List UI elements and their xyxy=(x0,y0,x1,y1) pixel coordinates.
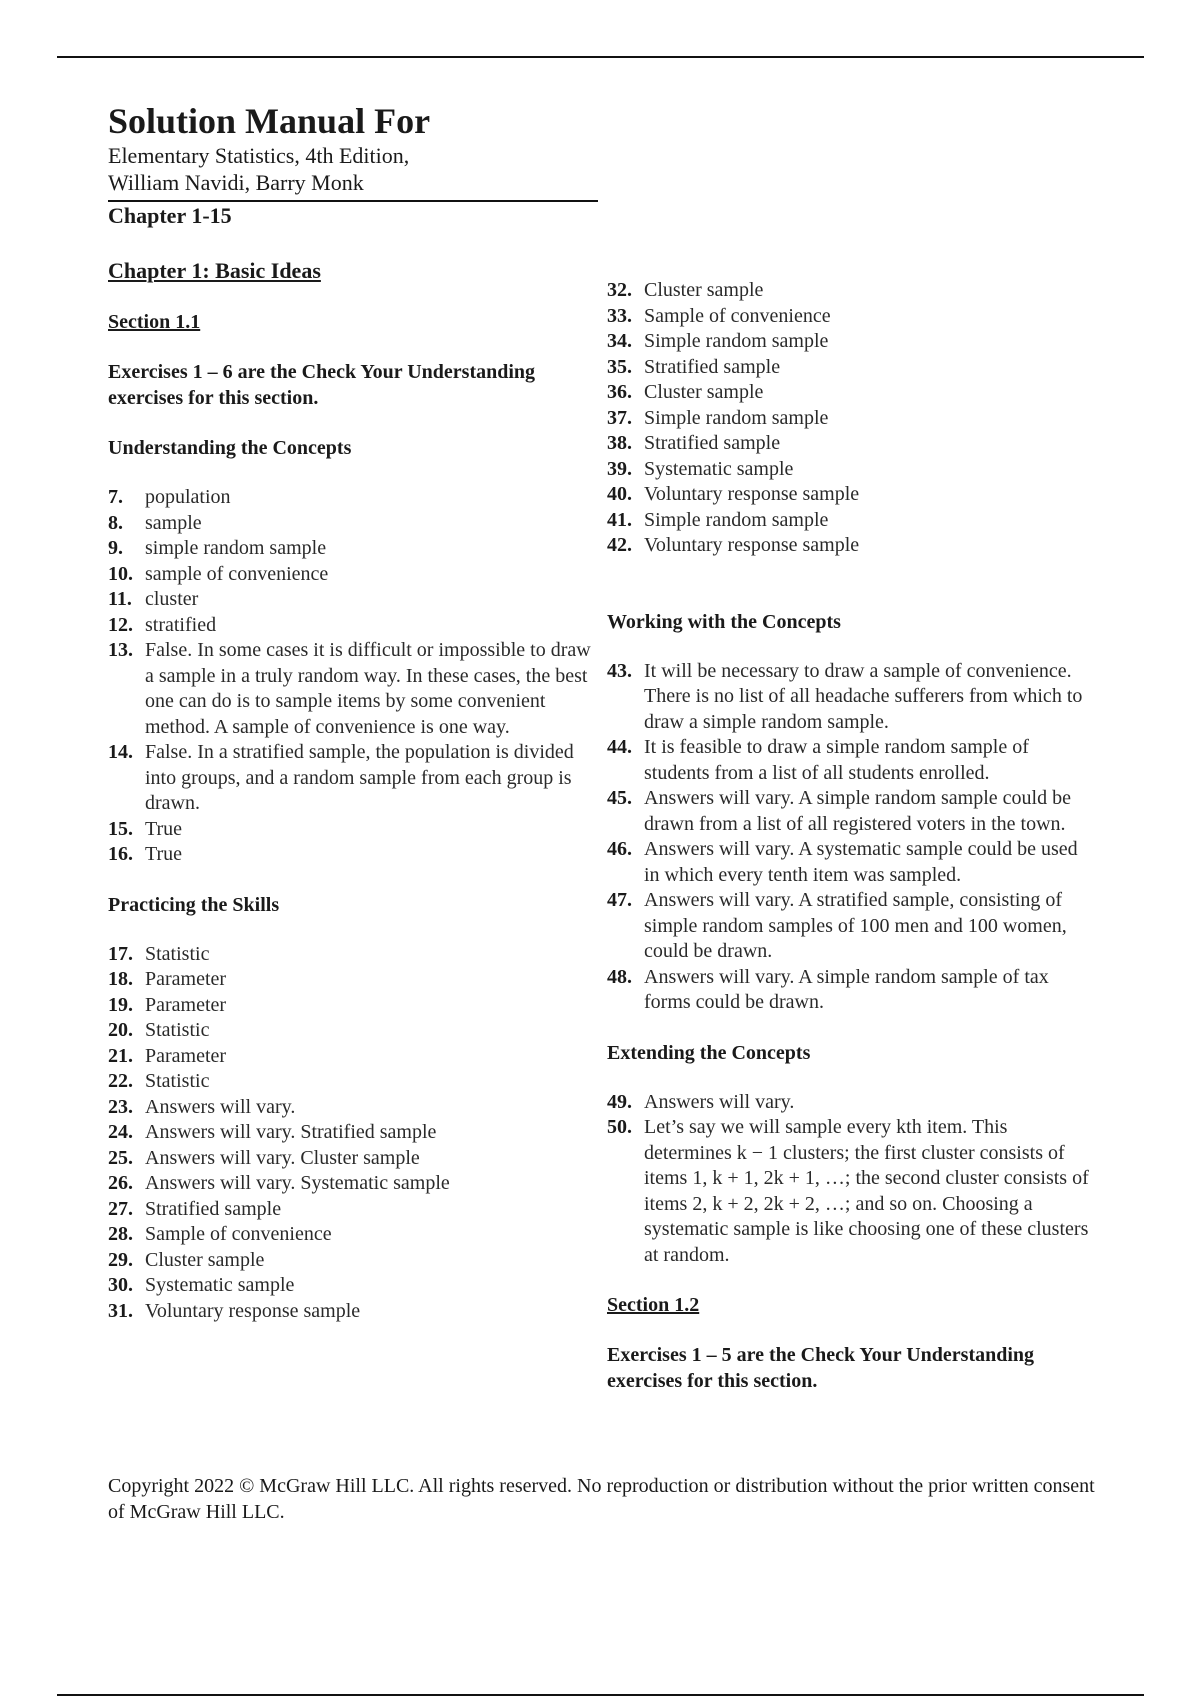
list-item: 20. Statistic xyxy=(108,1019,210,1041)
working-heading: Working with the Concepts xyxy=(607,610,841,633)
list-item: 32. Cluster sample xyxy=(607,279,764,301)
list-item: 29. Cluster sample xyxy=(108,1248,265,1271)
section-heading-1-1: Section 1.1 xyxy=(108,311,201,333)
practicing-list-right xyxy=(607,278,1097,559)
list-item: 14. False. In a stratified sample, the population is divided into groups, and a random sample from each group is drawn. xyxy=(108,741,574,814)
list-item: 37. Simple random sample xyxy=(607,406,829,429)
chapter-heading: Chapter 1: Basic Ideas xyxy=(108,258,321,283)
subtitle-line-2: William Navidi, Barry Monk xyxy=(108,170,364,195)
list-item: 46. Answers will vary. A systematic sample could be used in which every tenth item was sampled. xyxy=(607,838,1078,886)
list-item: 39. Systematic sample xyxy=(607,457,794,480)
list-item: 42. Voluntary response sample xyxy=(607,534,860,556)
list-item: 35. Stratified sample xyxy=(607,355,781,378)
list-item: 33. Sample of convenience xyxy=(607,304,831,327)
understanding-heading: Understanding the Concepts xyxy=(108,437,352,459)
list-item: 24. Answers will vary. Stratified sample xyxy=(108,1121,437,1143)
bottom-rule xyxy=(57,1694,1144,1696)
extending-list xyxy=(607,1090,1097,1269)
list-item: 26. Answers will vary. Systematic sample xyxy=(108,1172,450,1194)
book-subtitle xyxy=(108,142,598,202)
list-item: 45. Answers will vary. A simple random sample could be drawn from a list of all registered voters in the town. xyxy=(607,787,1071,835)
copyright-footer: Copyright 2022 © McGraw Hill LLC. All rights reserved. No reproduction or distribution without the prior written consent of McGraw Hill LLC. xyxy=(108,1475,1095,1523)
list-item: 50. Let’s say we will sample every kth item. This determines k − 1 clusters; the first cluster consists of items 1, k + 1, 2k + 1, …; the second cluster consists of items 2, k + 2, 2k + 2, …; and so on. Choosing a systematic sample is like choosing one of these clusters at random. xyxy=(607,1116,1089,1266)
list-item: 17. Statistic xyxy=(108,942,210,965)
list-item: 13. False. In some cases it is difficult or impossible to draw a sample in a truly random way. In these cases, the best one can do is to sample items by some convenient method. A sample of convenience is one way. xyxy=(108,639,591,738)
document-title: Solution Manual For xyxy=(108,101,431,141)
list-item: 47. Answers will vary. A stratified sample, consisting of simple random samples of 100 men and 100 women, could be drawn. xyxy=(607,889,1067,962)
list-item: 36. Cluster sample xyxy=(607,381,764,403)
check-understanding-note: Exercises 1 – 6 are the Check Your Understanding exercises for this section. xyxy=(108,361,536,409)
list-item: 19. Parameter xyxy=(108,993,227,1016)
list-item: 10. sample of convenience xyxy=(108,562,329,585)
list-item: 16. True xyxy=(108,843,183,865)
list-item: 8. sample xyxy=(108,511,202,534)
list-item: 31. Voluntary response sample xyxy=(108,1299,361,1322)
list-item: 44. It is feasible to draw a simple random sample of students from a list of all students enrolled. xyxy=(607,736,1029,784)
chapter-range: Chapter 1-15 xyxy=(108,203,232,228)
list-item: 23. Answers will vary. xyxy=(108,1095,296,1118)
list-item: 15. True xyxy=(108,817,183,840)
top-rule xyxy=(57,56,1144,58)
list-item: 7. population xyxy=(108,486,231,508)
list-item: 41. Simple random sample xyxy=(607,508,829,531)
understanding-list xyxy=(108,485,598,868)
list-item: 21. Parameter xyxy=(108,1044,227,1067)
list-item: 40. Voluntary response sample xyxy=(607,483,860,505)
right-column xyxy=(607,278,1097,1418)
left-column xyxy=(108,257,598,1324)
list-item: 43. It will be necessary to draw a sample of convenience. There is no list of all headache sufferers from which to draw a simple random sample. xyxy=(607,659,1083,733)
section-heading-1-2: Section 1.2 xyxy=(607,1294,700,1316)
list-item: 27. Stratified sample xyxy=(108,1197,282,1220)
practicing-heading: Practicing the Skills xyxy=(108,893,280,916)
list-item: 28. Sample of convenience xyxy=(108,1223,332,1245)
list-item: 48. Answers will vary. A simple random sample of tax forms could be drawn. xyxy=(607,965,1049,1013)
list-item: 12. stratified xyxy=(108,613,217,636)
list-item: 9. simple random sample xyxy=(108,537,327,559)
working-list xyxy=(607,659,1097,1016)
extending-heading: Extending the Concepts xyxy=(607,1041,811,1064)
list-item: 11. cluster xyxy=(108,588,199,610)
list-item: 49. Answers will vary. xyxy=(607,1090,795,1113)
list-item: 34. Simple random sample xyxy=(607,330,829,352)
list-item: 18. Parameter xyxy=(108,968,227,990)
list-item: 25. Answers will vary. Cluster sample xyxy=(108,1146,420,1169)
list-item: 30. Systematic sample xyxy=(108,1274,295,1296)
practicing-list-left xyxy=(108,942,598,1325)
check-understanding-note-1-2: Exercises 1 – 5 are the Check Your Understanding exercises for this section. xyxy=(607,1344,1035,1392)
subtitle-line-1: Elementary Statistics, 4th Edition, xyxy=(108,143,410,168)
list-item: 22. Statistic xyxy=(108,1070,210,1092)
list-item: 38. Stratified sample xyxy=(607,432,781,454)
